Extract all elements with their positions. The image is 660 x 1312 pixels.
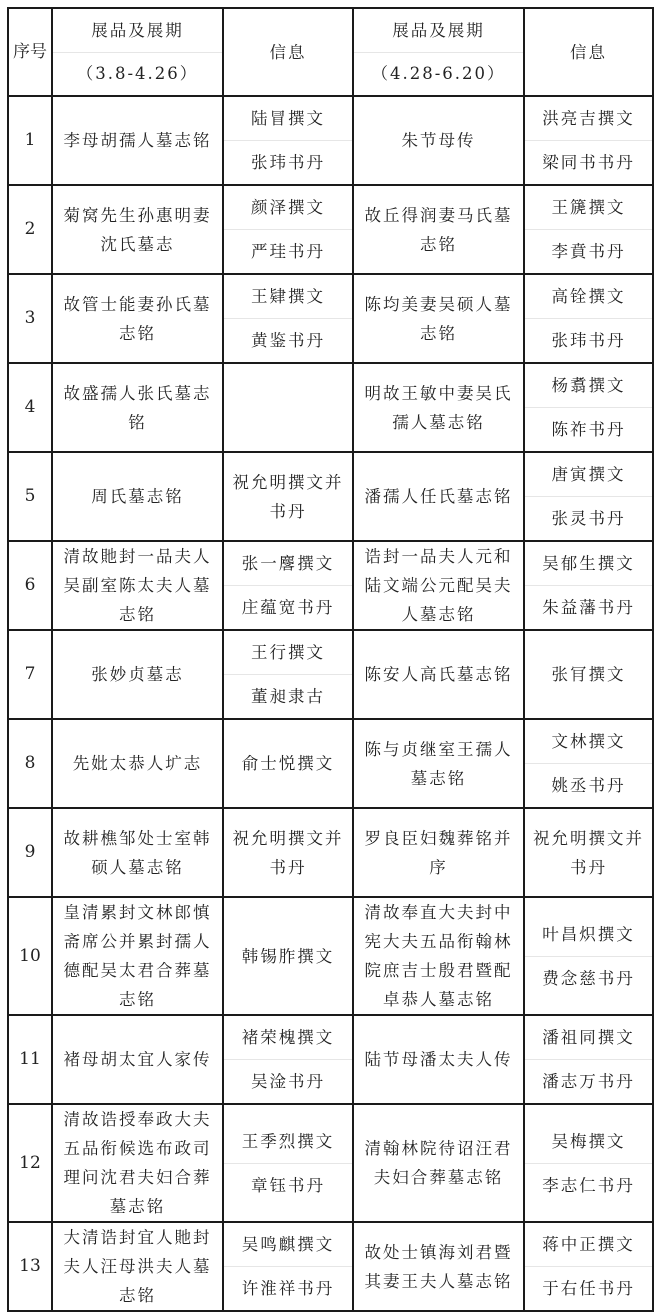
- header-index: 序号: [8, 8, 52, 96]
- item2-title: 诰封一品夫人元和陆文端公元配吴夫人墓志铭: [353, 541, 524, 630]
- header-period2-dates: （4.28-6.20）: [354, 52, 523, 96]
- header-row: [8, 8, 653, 96]
- item1-title: 李母胡孺人墓志铭: [52, 96, 223, 185]
- info1-author: 王行撰文: [251, 643, 325, 662]
- table-row: [8, 719, 653, 808]
- info2-cell: [524, 1222, 653, 1311]
- table-row: [8, 1222, 653, 1311]
- header-info2: 信息: [524, 8, 653, 96]
- item1-title: 张妙贞墓志: [52, 630, 223, 719]
- item2-title: 明故王敏中妻吴氏孺人墓志铭: [353, 363, 524, 452]
- info1-calligrapher: 董昶隶古: [224, 674, 352, 718]
- info1-cell: [223, 185, 353, 274]
- info2-author: 唐寅撰文: [551, 465, 626, 484]
- info1-cell: [223, 630, 353, 719]
- info2-calligrapher: 梁同书书丹: [525, 140, 652, 184]
- info1-cell: [223, 96, 353, 185]
- info2-calligrapher: 于右任书丹: [525, 1266, 652, 1310]
- header-period1-title: 展品及展期: [91, 20, 184, 40]
- item2-title: 故丘得润妻马氏墓志铭: [353, 185, 524, 274]
- info2-author: 文林撰文: [551, 732, 626, 751]
- row-index: 11: [8, 1015, 52, 1104]
- table-row: [8, 1015, 653, 1104]
- info2-cell: 张肎撰文: [524, 630, 653, 719]
- item2-title: 陈与贞继室王孺人墓志铭: [353, 719, 524, 808]
- table-row: [8, 897, 653, 1015]
- header-period1-dates: （3.8-4.26）: [53, 52, 222, 96]
- info2-calligrapher: 李賁书丹: [525, 229, 652, 273]
- item1-title: 皇清累封文林郎慎斋席公并累封孺人德配吴太君合葬墓志铭: [52, 897, 223, 1015]
- info1-cell: 祝允明撰文并书丹: [223, 808, 353, 897]
- item2-title: 陈均美妻吴硕人墓志铭: [353, 274, 524, 363]
- item2-title: 陆节母潘太夫人传: [353, 1015, 524, 1104]
- info1-author: 王季烈撰文: [241, 1131, 335, 1151]
- info1-cell: [223, 1104, 353, 1222]
- table-row: [8, 1104, 653, 1222]
- info1-cell: [223, 363, 353, 452]
- item1-title: 故盛孺人张氏墓志铭: [52, 363, 223, 452]
- info2-cell: [524, 897, 653, 1015]
- info2-cell: 祝允明撰文并书丹: [524, 808, 653, 897]
- item2-title: 罗良臣妇魏葬铭并序: [353, 808, 524, 897]
- header-info1: 信息: [223, 8, 353, 96]
- info2-author: 高铨撰文: [551, 287, 626, 306]
- info1-calligrapher: 张玮书丹: [224, 140, 352, 184]
- info1-author: 颜泽撰文: [251, 198, 325, 217]
- info2-calligrapher: 费念慈书丹: [525, 956, 652, 1000]
- info2-cell: [524, 96, 653, 185]
- row-index: 3: [8, 274, 52, 363]
- exhibition-table: [7, 7, 654, 1312]
- info1-cell: 俞士悦撰文: [223, 719, 353, 808]
- item2-title: 故处士镇海刘君暨其妻王夫人墓志铭: [353, 1222, 524, 1311]
- info2-calligrapher: 李志仁书丹: [525, 1163, 652, 1207]
- info2-calligrapher: 潘志万书丹: [525, 1059, 652, 1103]
- table-row: [8, 808, 653, 897]
- info2-cell: [524, 274, 653, 363]
- item1-title: 故管士能妻孙氏墓志铭: [52, 274, 223, 363]
- row-index: 1: [8, 96, 52, 185]
- info1-calligrapher: 吴淦书丹: [224, 1059, 352, 1103]
- table-row: [8, 96, 653, 185]
- info2-cell: [524, 185, 653, 274]
- info1-author: 褚荣槐撰文: [241, 1028, 335, 1047]
- info2-calligrapher: 陈祚书丹: [525, 407, 652, 451]
- row-index: 8: [8, 719, 52, 808]
- row-index: 5: [8, 452, 52, 541]
- table-row: [8, 274, 653, 363]
- row-index: 10: [8, 897, 52, 1015]
- row-index: 4: [8, 363, 52, 452]
- info2-author: 吴梅撰文: [551, 1131, 626, 1151]
- info1-calligrapher: 黄鉴书丹: [224, 318, 352, 362]
- info1-cell: [223, 541, 353, 630]
- info2-cell: [524, 452, 653, 541]
- info1-cell: [223, 1015, 353, 1104]
- header-period1: [52, 8, 223, 96]
- item1-title: 菊窝先生孙惠明妻沈氏墓志: [52, 185, 223, 274]
- info2-calligrapher: 张灵书丹: [525, 496, 652, 540]
- table-row: [8, 452, 653, 541]
- header-period2: [353, 8, 524, 96]
- item2-title: 朱节母传: [353, 96, 524, 185]
- info1-calligrapher: 章钰书丹: [224, 1163, 352, 1207]
- info2-cell: [524, 1104, 653, 1222]
- row-index: 13: [8, 1222, 52, 1311]
- row-index: 12: [8, 1104, 52, 1222]
- row-index: 6: [8, 541, 52, 630]
- row-index: 7: [8, 630, 52, 719]
- info2-cell: [524, 1015, 653, 1104]
- info1-calligrapher: 许淮祥书丹: [224, 1266, 352, 1310]
- info1-author: 吴鸣麒撰文: [241, 1235, 335, 1254]
- info2-calligrapher: 姚丞书丹: [525, 763, 652, 807]
- info1-author: 王肄撰文: [251, 287, 325, 306]
- item1-title: 清故貤封一品夫人吴副室陈太夫人墓志铭: [52, 541, 223, 630]
- item2-title: 潘孺人任氏墓志铭: [353, 452, 524, 541]
- item2-title: 清翰林院待诏汪君夫妇合葬墓志铭: [353, 1104, 524, 1222]
- item1-title: 清故诰授奉政大夫五品衔候选布政司理问沈君夫妇合葬墓志铭: [52, 1104, 223, 1222]
- info2-calligrapher: 朱益藩书丹: [525, 585, 652, 629]
- info2-author: 蒋中正撰文: [542, 1235, 635, 1254]
- header-period2-title: 展品及展期: [392, 20, 485, 40]
- info2-cell: [524, 541, 653, 630]
- info1-calligrapher: 严珪书丹: [224, 229, 352, 273]
- table-row: [8, 630, 653, 719]
- info2-author: 洪亮吉撰文: [542, 109, 635, 128]
- table-row: [8, 363, 653, 452]
- info1-cell: 韩锡胙撰文: [223, 897, 353, 1015]
- info1-author: 张一麐撰文: [241, 554, 335, 573]
- info2-author: 吴郁生撰文: [542, 554, 635, 573]
- row-index: 2: [8, 185, 52, 274]
- info2-author: 叶昌炽撰文: [542, 924, 635, 944]
- info2-cell: [524, 363, 653, 452]
- info1-cell: [223, 274, 353, 363]
- info2-calligrapher: 张玮书丹: [525, 318, 652, 362]
- info1-cell: 祝允明撰文并书丹: [223, 452, 353, 541]
- table-row: [8, 185, 653, 274]
- info1-author: 陆冒撰文: [251, 109, 325, 128]
- item1-title: 褚母胡太宜人家传: [52, 1015, 223, 1104]
- info1-calligrapher: 庄蕴宽书丹: [224, 585, 352, 629]
- info2-author: 潘祖同撰文: [542, 1028, 635, 1047]
- info1-cell: [223, 1222, 353, 1311]
- table-row: [8, 541, 653, 630]
- info2-cell: [524, 719, 653, 808]
- item1-title: 故耕樵邹处士室韩硕人墓志铭: [52, 808, 223, 897]
- info2-author: 杨翥撰文: [551, 376, 626, 395]
- item2-title: 清故奉直大夫封中宪大夫五品衔翰林院庶吉士殷君暨配卓恭人墓志铭: [353, 897, 524, 1015]
- item1-title: 周氏墓志铭: [52, 452, 223, 541]
- item1-title: 先妣太恭人圹志: [52, 719, 223, 808]
- item2-title: 陈安人高氏墓志铭: [353, 630, 524, 719]
- info2-author: 王篪撰文: [551, 198, 626, 217]
- row-index: 9: [8, 808, 52, 897]
- item1-title: 大清诰封宜人貤封夫人汪母洪夫人墓志铭: [52, 1222, 223, 1311]
